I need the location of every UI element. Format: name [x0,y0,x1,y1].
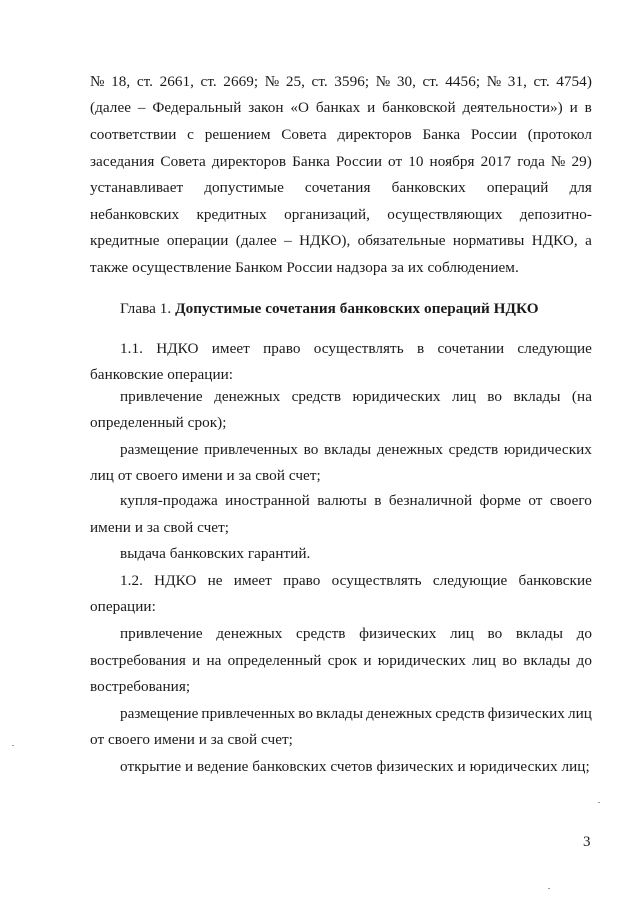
word: на [206,652,222,669]
word: № [375,73,391,90]
word: 10 [408,153,424,170]
word: допустимые [204,179,284,196]
word: Совета [160,153,206,170]
paragraph-line: также осуществление Банком России надзора за их соблюдением. [90,259,519,276]
word: форме [479,492,521,509]
word: привлечение [120,388,203,405]
word: № [264,73,280,90]
word: Федеральный [152,99,242,116]
word: денежных [366,705,433,722]
word: не [207,572,223,589]
word: во [487,625,503,642]
word: физических [359,625,437,642]
word: Банка [422,126,461,143]
word: вклады [515,625,563,642]
scan-speck [548,888,550,889]
word: и [363,652,372,669]
word: ст. [533,73,550,90]
word: сочетания [304,179,371,196]
paragraph-line [90,205,592,224]
page-number: 3 [583,834,591,850]
list-item-line [120,491,592,510]
word: 3596; [334,73,370,90]
chapter-prefix: Глава 1. [120,300,176,317]
word: следующие [517,340,592,357]
word: денежных [376,441,443,458]
word: средств [291,388,342,405]
word: во [298,705,313,722]
word: с [187,126,194,143]
word: срок [327,652,358,669]
list-item-line: востребования; [90,678,191,695]
word: 2661, [159,73,194,90]
word: вклады [523,652,571,669]
word: средств [296,625,346,642]
word: и [367,99,376,116]
scan-speck [598,802,600,803]
list-item-line [90,651,592,670]
word: ст. [422,73,439,90]
word: заседания [90,153,155,170]
word: во [303,441,319,458]
word: года [517,153,545,170]
word: решением [204,126,271,143]
list-item-line: открытие и ведение банковских счетов физических и юридических лиц; [120,758,590,775]
word: в [374,492,382,509]
word: в [416,340,425,357]
word: обязательные [357,232,446,249]
word: размещение [120,705,199,722]
word: имеет [211,340,250,357]
word: юридических [377,652,466,669]
word: физических [487,705,565,722]
word: привлеченных [204,441,298,458]
word: до [576,652,592,669]
word: определенный [227,652,322,669]
paragraph-line [90,72,592,91]
word: кредитные [90,232,160,249]
word: вклады [315,705,364,722]
word: нормативы [452,232,525,249]
section-line [120,571,592,590]
word: право [263,340,301,357]
word: и [569,99,578,116]
word: сочетании [437,340,505,357]
list-item-line: лиц от своего имени и за свой счет; [90,467,321,484]
word: операции [166,232,229,249]
word: № [486,73,502,90]
word: депозитно- [519,206,592,223]
word: 25, [285,73,305,90]
word: 18, [111,73,131,90]
word: ст. [311,73,328,90]
word: во [502,652,518,669]
word: ст. [200,73,217,90]
word: НДКО), [299,232,351,249]
word: НДКО, [531,232,578,249]
word: 1.2. [120,572,143,589]
word: средств [448,441,499,458]
word: Банка [292,153,330,170]
word: банках [315,99,361,116]
word: своего [549,492,592,509]
word: размещение [120,441,199,458]
section-line: операции: [90,598,156,615]
word: (протокол [527,126,592,143]
word: директоров [211,153,287,170]
paragraph-line [90,231,592,250]
word: ст. [136,73,153,90]
word: следующие [432,572,508,589]
word: и [192,652,201,669]
word: 4754) [556,73,592,90]
word: банковских [391,179,466,196]
word: организаций, [284,206,370,223]
word: небанковских [90,206,180,223]
word: 2017 [480,153,512,170]
word: – [284,232,292,249]
word: банковские [518,572,592,589]
word: от [388,153,403,170]
word: (далее [90,99,132,116]
word: 29) [571,153,592,170]
list-item-line: определенный срок); [90,414,227,431]
list-item-line [120,440,592,459]
word: Совета [281,126,327,143]
word: России [470,126,517,143]
word: № [550,153,566,170]
word: в [584,99,592,116]
list-item-line: имени и за свой счет; [90,519,230,536]
word: операций [486,179,549,196]
word: от [528,492,543,509]
word: деятельности») [462,99,563,116]
word: юридических [352,388,441,405]
word: привлеченных [201,705,296,722]
word: – [137,99,146,116]
word: вклады [513,388,561,405]
word: лиц [451,388,476,405]
word: директоров [337,126,412,143]
word: право [283,572,321,589]
paragraph-line [90,178,592,197]
word: соответствии [90,126,177,143]
word: лиц [472,652,497,669]
word: (далее [235,232,277,249]
word: России [335,153,382,170]
list-item-line [120,387,592,406]
word: закон [248,99,284,116]
word: имеет [233,572,272,589]
word: востребования [90,652,186,669]
word: (на [571,388,592,405]
list-item-line: выдача банковских гарантий. [120,545,311,562]
word: во [487,388,503,405]
word: НДКО [156,340,199,357]
paragraph-line [90,152,592,171]
word: средств [435,705,485,722]
scan-speck [12,745,14,746]
word: 4456; [445,73,481,90]
word: 31, [507,73,527,90]
list-item-line: от своего имени и за свой счет; [90,731,293,748]
word: 30, [396,73,416,90]
chapter-title: Допустимые сочетания банковских операций НДКО [175,300,539,317]
word: НДКО [154,572,197,589]
word: юридических [503,441,592,458]
paragraph-line [90,98,592,117]
word: иностранной [225,492,310,509]
word: осуществляющих [387,206,503,223]
word: 1.1. [120,340,143,357]
word: лиц [567,705,592,722]
word: привлечение [120,625,203,642]
word: вклады [324,441,372,458]
list-item-line [120,624,592,643]
word: ноября [429,153,475,170]
word: банковской [382,99,456,116]
word: валюты [317,492,367,509]
word: для [569,179,592,196]
word: 2669; [223,73,259,90]
word: безналичной [388,492,473,509]
word: «О [290,99,310,116]
list-item-line [120,704,592,723]
word: устанавливает [90,179,184,196]
word: осуществлять [313,340,404,357]
word: лиц [449,625,474,642]
word: купля-продажа [120,492,218,509]
word: денежных [214,388,281,405]
word: осуществлять [331,572,422,589]
word: № [90,73,105,90]
word: денежных [216,625,283,642]
section-line [120,339,592,358]
chapter-heading [120,299,539,318]
section-line: банковские операции: [90,366,234,383]
paragraph-line [90,125,592,144]
word: кредитных [196,206,267,223]
word: до [576,625,592,642]
word: а [585,232,592,249]
